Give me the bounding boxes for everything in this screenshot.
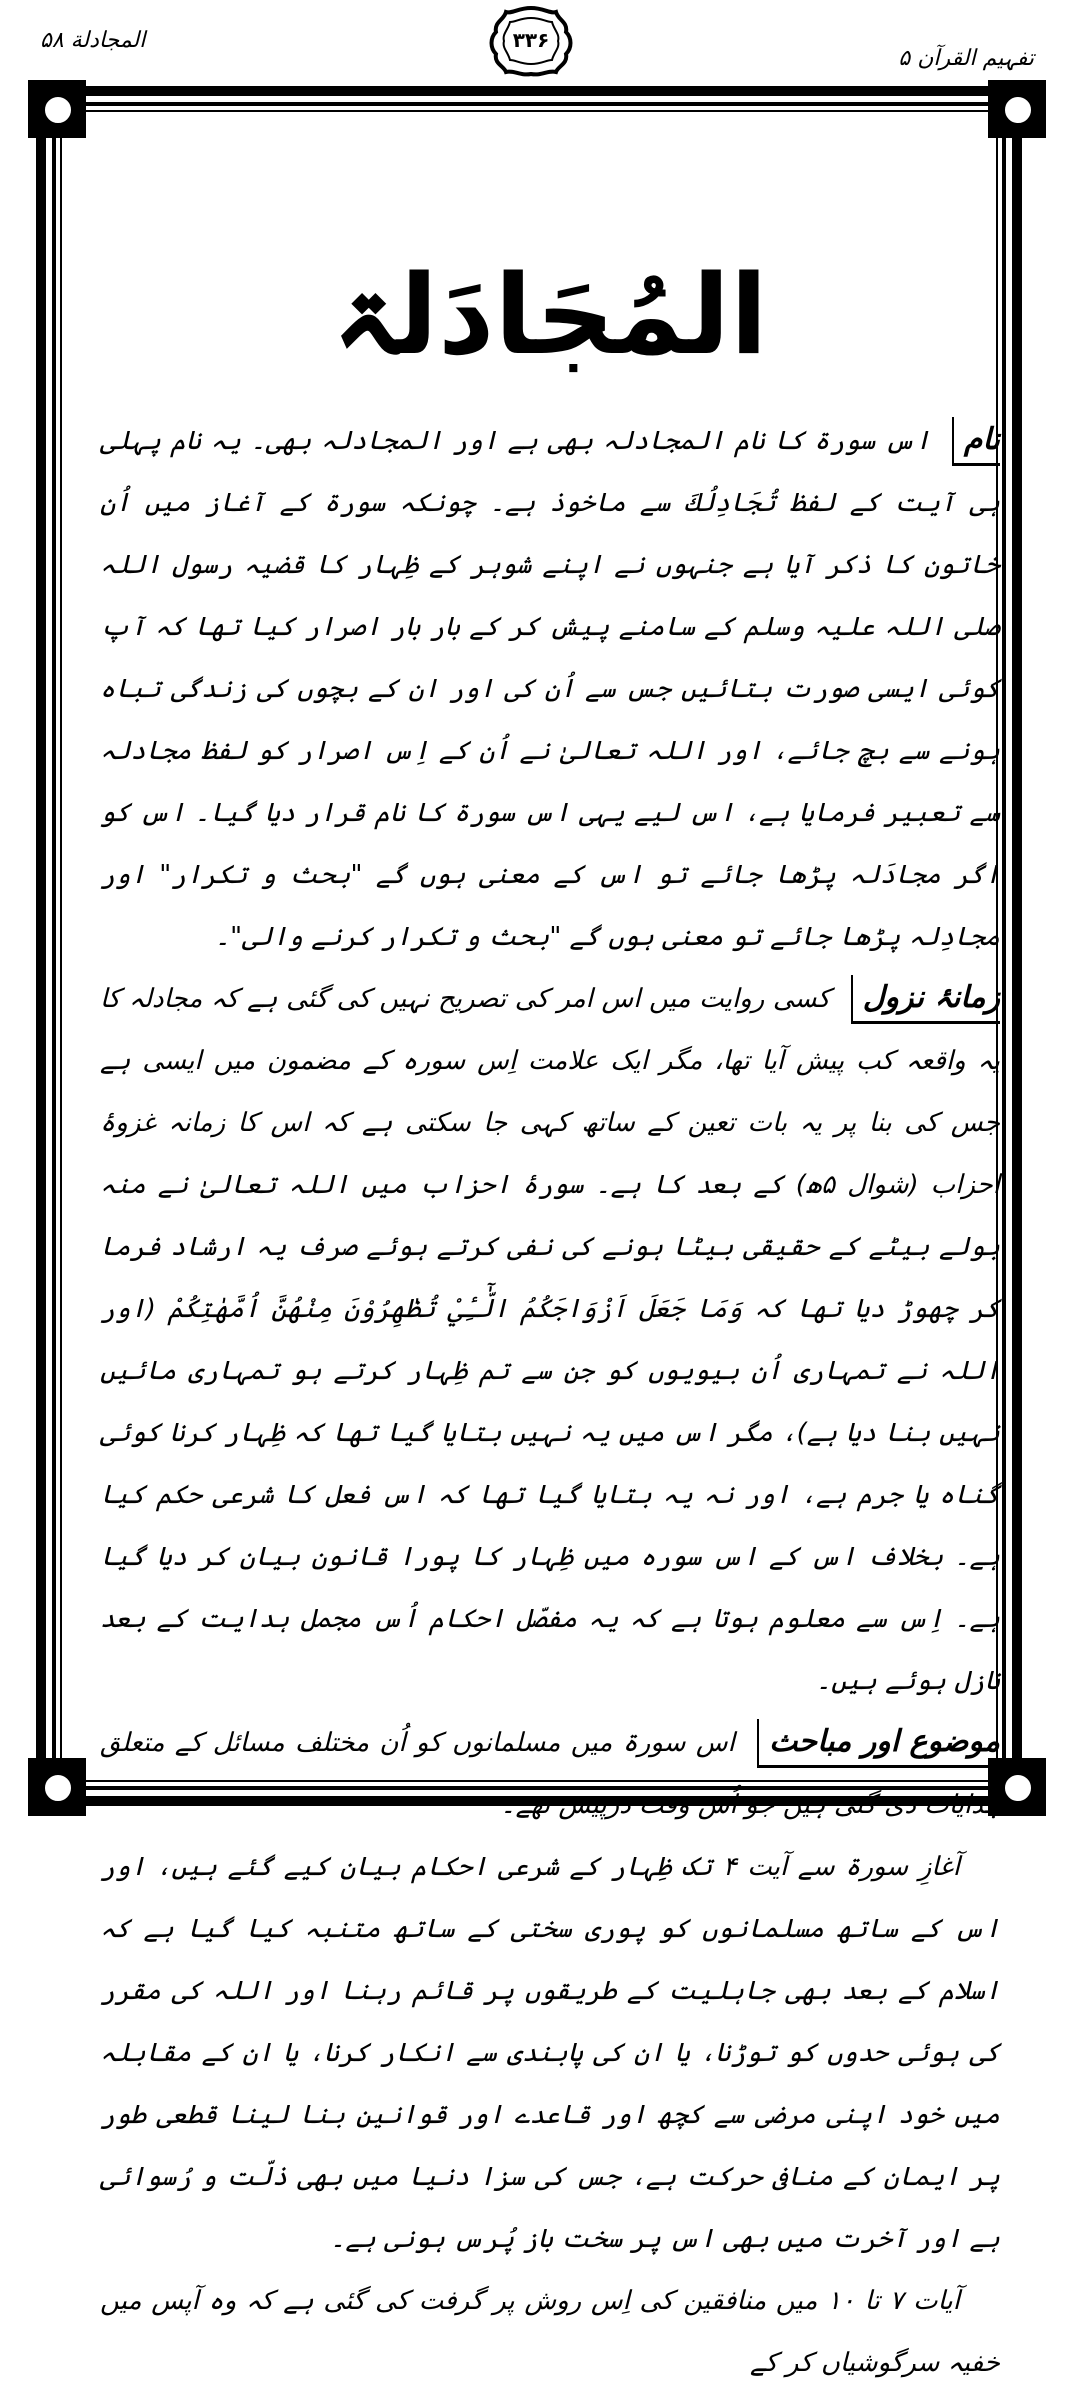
page-content <box>100 140 1001 2378</box>
section-paragraph: کسی روایت میں اس امر کی تصریح نہیں کی گئی ہے کہ مجادلہ کا یہ واقعہ کب پیش آیا تھا، مگر ایک علامت اِس سورہ کے مضمون میں ایسی ہے جس کی بنا پر یہ بات تعین کے ساتھ کہی جا سکتی ہے کہ اس کا زمانہ غزوۂ احزاب (شوال ۵ھ) کے بعد کا ہے۔ سورۂ احزاب میں اللہ تعالیٰ نے منہ بولے بیٹے کے حقیقی بیٹا ہونے کی نفی کرتے ہوئے صرف یہ ارشاد فرما کر چھوڑ دیا تھا کہ وَمَا جَعَلَ اَزْوَاجَكُمُ الّٰٓـِٔيْ تُظٰهِرُوْنَ مِنْهُنَّ اُمَّهٰتِكُمْ (اور اللہ نے تمہاری اُن بیویوں کو جن سے تم ظِہار کرتے ہو تمہاری مائیں نہیں بنا دیا ہے)، مگر اس میں یہ نہیں بتایا گیا تھا کہ ظِہار کرنا کوئی گناہ یا جرم ہے، اور نہ یہ بتایا گیا تھا کہ اس فعل کا شرعی حکم کیا ہے۔ بخلاف اس کے اس سورہ میں ظِہار کا پورا قانون بیان کر دیا گیا ہے۔ اِس سے معلوم ہوتا ہے کہ یہ مفصّل احکام اُس مجمل ہدایت کے بعد نازل ہوئے ہیں۔ <box>100 984 1000 1696</box>
frame-corner-ornament-icon <box>28 1758 86 1816</box>
running-title-right: تفہیم القرآن ۵ <box>898 46 1034 71</box>
section-heading: موضوع اور مباحث <box>757 1719 1000 1768</box>
section-revelation-period <box>100 968 1000 1712</box>
section-paragraph: آیات ۷ تا ۱۰ میں منافقین کی اِس روش پر گرفت کی گئی ہے کہ وہ آپس میں خفیہ سرگوشیاں کر کے <box>100 2286 1000 2378</box>
section-name <box>100 410 1000 968</box>
page-number: ۳۳۶ <box>512 28 550 52</box>
running-title-left: المجادلة ۵۸ <box>40 28 146 53</box>
section-paragraph: اس سورۃ میں مسلمانوں کو اُن مختلف مسائل کے متعلق ہدایات دی گئی ہیں جو اُس وقت درپیش تھے۔ <box>100 1728 1000 1820</box>
section-heading: زمانۂ نزول <box>851 975 1000 1024</box>
section-subject-matter <box>100 1712 1000 1836</box>
page-number-badge <box>488 4 574 78</box>
section-paragraph: آغازِ سورۃ سے آیت ۴ تک ظِہار کے شرعی احکام بیان کیے گئے ہیں، اور اس کے ساتھ مسلمانوں کو پوری سختی کے ساتھ متنبہ کیا گیا ہے کہ اسلام کے بعد بھی جاہلیت کے طریقوں پر قائم رہنا اور اللہ کی مقرر کی ہوئی حدوں کو توڑنا، یا ان کی پابندی سے انکار کرنا، یا ان کے مقابلہ میں خود اپنی مرضی سے کچھ اور قاعدے اور قوانین بنا لینا قطعی طور پر ایمان کے منافی حرکت ہے، جس کی سزا دنیا میں بھی ذلّت و رُسوائی ہے اور آخرت میں بھی اس پر سخت باز پُرس ہونی ہے۔ <box>100 1852 1000 2254</box>
frame-corner-ornament-icon <box>988 80 1046 138</box>
surah-title: المُجَادَلۃ <box>332 251 768 379</box>
section-paragraph: اس سورۃ کا نام المجادلہ بھی ہے اور المجادلہ بھی۔ یہ نام پہلی ہی آیت کے لفظ تُجَادِلُكَ سے ماخوذ ہے۔ چونکہ سورۃ کے آغاز میں اُن خاتون کا ذکر آیا ہے جنہوں نے اپنے شوہر کے ظِہار کا قضیہ رسول اللہ صلی اللہ علیہ وسلم کے سامنے پیش کر کے بار بار اصرار کیا تھا کہ آپ کوئی ایسی صورت بتائیں جس سے اُن کی اور ان کے بچوں کی زندگی تباہ ہونے سے بچ جائے، اور اللہ تعالیٰ نے اُن کے اِس اصرار کو لفظ مجادلہ سے تعبیر فرمایا ہے، اس لیے یہی اس سورۃ کا نام قرار دیا گیا۔ اس کو اگر مجادَلہ پڑھا جائے تو اس کے معنی ہوں گے "بحث و تکرار" اور مجادِلہ پڑھا جائے تو معنی ہوں گے "بحث و تکرار کرنے والی"۔ <box>100 426 1000 952</box>
section-heading: نام <box>952 417 1000 466</box>
frame-corner-ornament-icon <box>28 80 86 138</box>
